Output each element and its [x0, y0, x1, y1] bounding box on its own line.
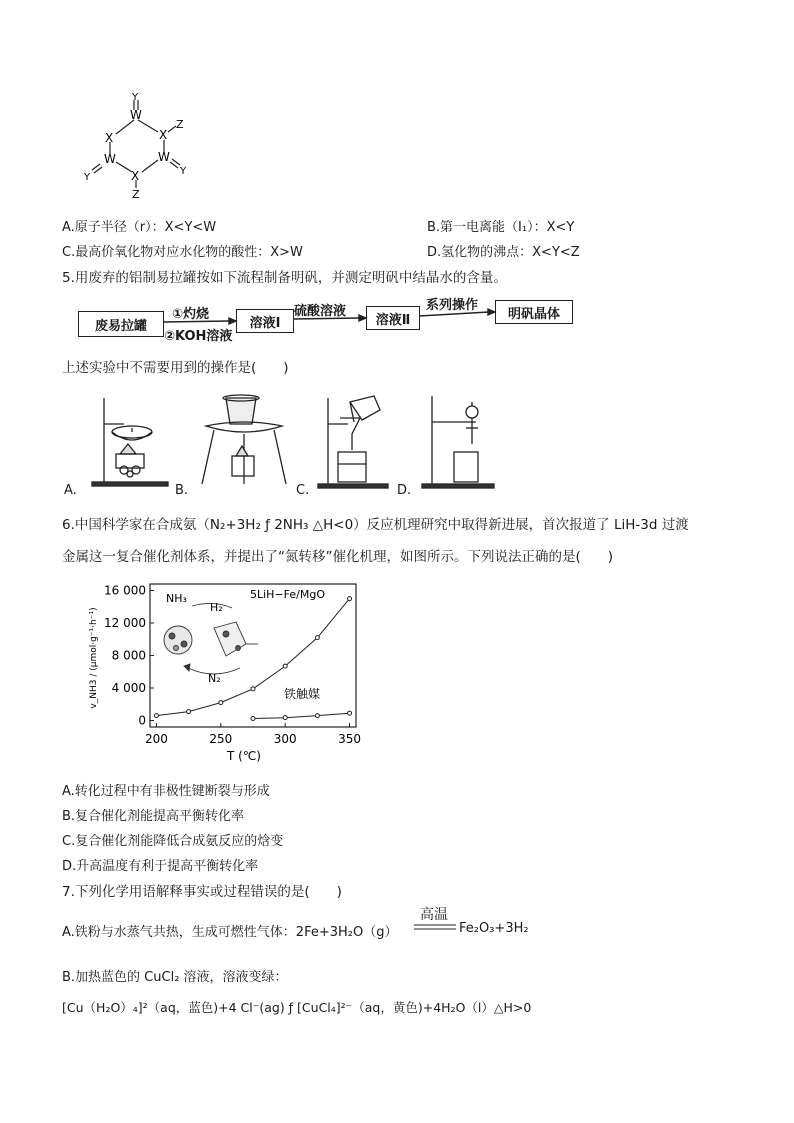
series-point-0: [315, 636, 319, 640]
flow-step-koh: ②KOH溶液: [164, 329, 233, 344]
series-point-1: [348, 711, 352, 715]
q7-option-b-text: B.加热蓝色的 CuCl₂ 溶液，溶液变绿：: [62, 970, 288, 985]
flow-arrows: [0, 0, 794, 360]
apparatus-label-a: A.: [64, 483, 77, 498]
q5-prompt: 上述实验中不需要用到的操作是( ): [62, 360, 289, 376]
x-tick-label: 350: [338, 732, 362, 746]
q5-stem: 5.用废弃的铝制易拉罐按如下流程制备明矾，并测定明矾中结晶水的含量。: [62, 270, 507, 286]
q4-option-a: A.原子半径（r）：X<Y<W: [62, 220, 217, 235]
ammonia-rate-chart: [64, 578, 364, 768]
series-point-0: [348, 597, 352, 601]
x-tick-label: 250: [209, 732, 233, 746]
atom-x-bottom: X: [131, 169, 140, 183]
series-point-1: [251, 716, 255, 720]
apparatus-separatory-funnel: [420, 392, 500, 492]
apparatus-evaporation: [84, 388, 174, 488]
q7-equals-sign: [412, 922, 458, 932]
apparatus-label-c: C.: [296, 483, 310, 498]
y-tick-label: 12 000: [104, 616, 146, 630]
chart-xlabel: T (℃): [227, 749, 261, 763]
q6-option-d: D.升高温度有利于提高平衡转化率: [62, 859, 259, 874]
q7-option-a-text: A.铁粉与水蒸气共热，生成可燃性气体：2Fe+3H₂O（g）: [62, 925, 398, 940]
x-tick-label: 200: [144, 732, 168, 746]
series-point-0: [154, 714, 158, 718]
series-point-0: [283, 664, 287, 668]
y-tick-label: 8 000: [111, 648, 146, 663]
x-tick-label: 300: [273, 732, 297, 746]
atom-z-bottom: Z: [132, 188, 140, 201]
series-point-0: [187, 710, 191, 714]
atom-y-top: Y: [132, 92, 139, 103]
q6-stem-line2: 金属这一复合催化剂体系，并提出了“氮转移”催化机理，如图所示。下列说法正确的是( ): [62, 549, 614, 565]
annot-h2: H₂: [210, 601, 223, 614]
series-point-0: [251, 687, 255, 691]
q6-option-a: A.转化过程中有非极性键断裂与形成: [62, 784, 270, 799]
legend-composite-catalyst: 5LiH−Fe/MgO: [250, 588, 326, 601]
apparatus-crucible: [196, 390, 292, 490]
flow-box-alum: 明矾晶体: [495, 300, 573, 324]
flow-box-solution1: 溶液Ⅰ: [236, 309, 294, 333]
series-point-1: [315, 714, 319, 718]
q7-option-a-condition: 高温: [420, 907, 448, 923]
mechanism-inset: [164, 603, 258, 674]
chart-frame: [150, 584, 356, 727]
atom-z-right: Z: [176, 118, 184, 131]
apparatus-label-b: B.: [175, 483, 189, 498]
y-tick-label: 16 000: [104, 583, 146, 598]
q7-stem: 7.下列化学用语解释事实或过程错误的是( ): [62, 884, 342, 900]
atom-w-left: W: [104, 152, 116, 166]
atom-y-left: Y: [84, 172, 91, 183]
q7-option-a-product: Fe₂O₃+3H₂: [459, 921, 529, 936]
chart-ylabel: v_NH3 / (μmol·g⁻¹·h⁻¹): [89, 607, 99, 709]
annot-n2: N₂: [208, 672, 221, 685]
q6-option-b: B.复合催化剂能提高平衡转化率: [62, 809, 245, 824]
flow-step-series: 系列操作: [426, 298, 479, 313]
flow-box-can: 废易拉罐: [78, 311, 164, 337]
q6-option-c: C.复合催化剂能降低合成氨反应的焓变: [62, 834, 284, 849]
annot-nh3: NH₃: [166, 592, 187, 605]
apparatus-filtration: [314, 392, 394, 492]
flow-step-acid: 硫酸溶液: [294, 304, 347, 319]
series-line-0: [156, 599, 349, 716]
series-point-1: [283, 716, 287, 720]
q4-option-b: B.第一电离能（I₁）：X<Y: [427, 220, 575, 235]
q6-stem-line1: 6.中国科学家在合成氨（N₂+3H₂ ƒ 2NH₃ △H<0）反应机理研究中取得新进展，首次报道了 LiH-3d 过渡: [62, 517, 689, 533]
series-point-0: [219, 701, 223, 705]
q7-option-b-equation: [Cu（H₂O）₄]²（aq，蓝色)+4 Cl⁻(ag) ƒ [CuCl₄]²⁻（aq，黄色)+4H₂O（l）△H>0: [62, 1000, 532, 1015]
atom-w-right: W: [158, 150, 170, 164]
flow-box-solution2: 溶液Ⅱ: [366, 306, 420, 330]
legend-iron-catalyst: 铁触媒: [284, 687, 321, 701]
y-tick-label: 4 000: [111, 681, 146, 695]
series-line-1: [253, 713, 350, 718]
atom-w-top: W: [130, 108, 142, 122]
q4-option-c: C.最高价氧化物对应水化物的酸性：X>W: [62, 245, 303, 260]
atom-y-right: Y: [180, 166, 187, 177]
y-tick-label: 0: [138, 713, 146, 728]
flow-step-burn: ①灼烧: [172, 307, 210, 322]
q4-option-d: D.氢化物的沸点：X<Y<Z: [427, 245, 580, 260]
atom-x-left: X: [105, 131, 114, 145]
atom-x-right: X: [159, 128, 168, 142]
apparatus-label-d: D.: [397, 483, 412, 498]
